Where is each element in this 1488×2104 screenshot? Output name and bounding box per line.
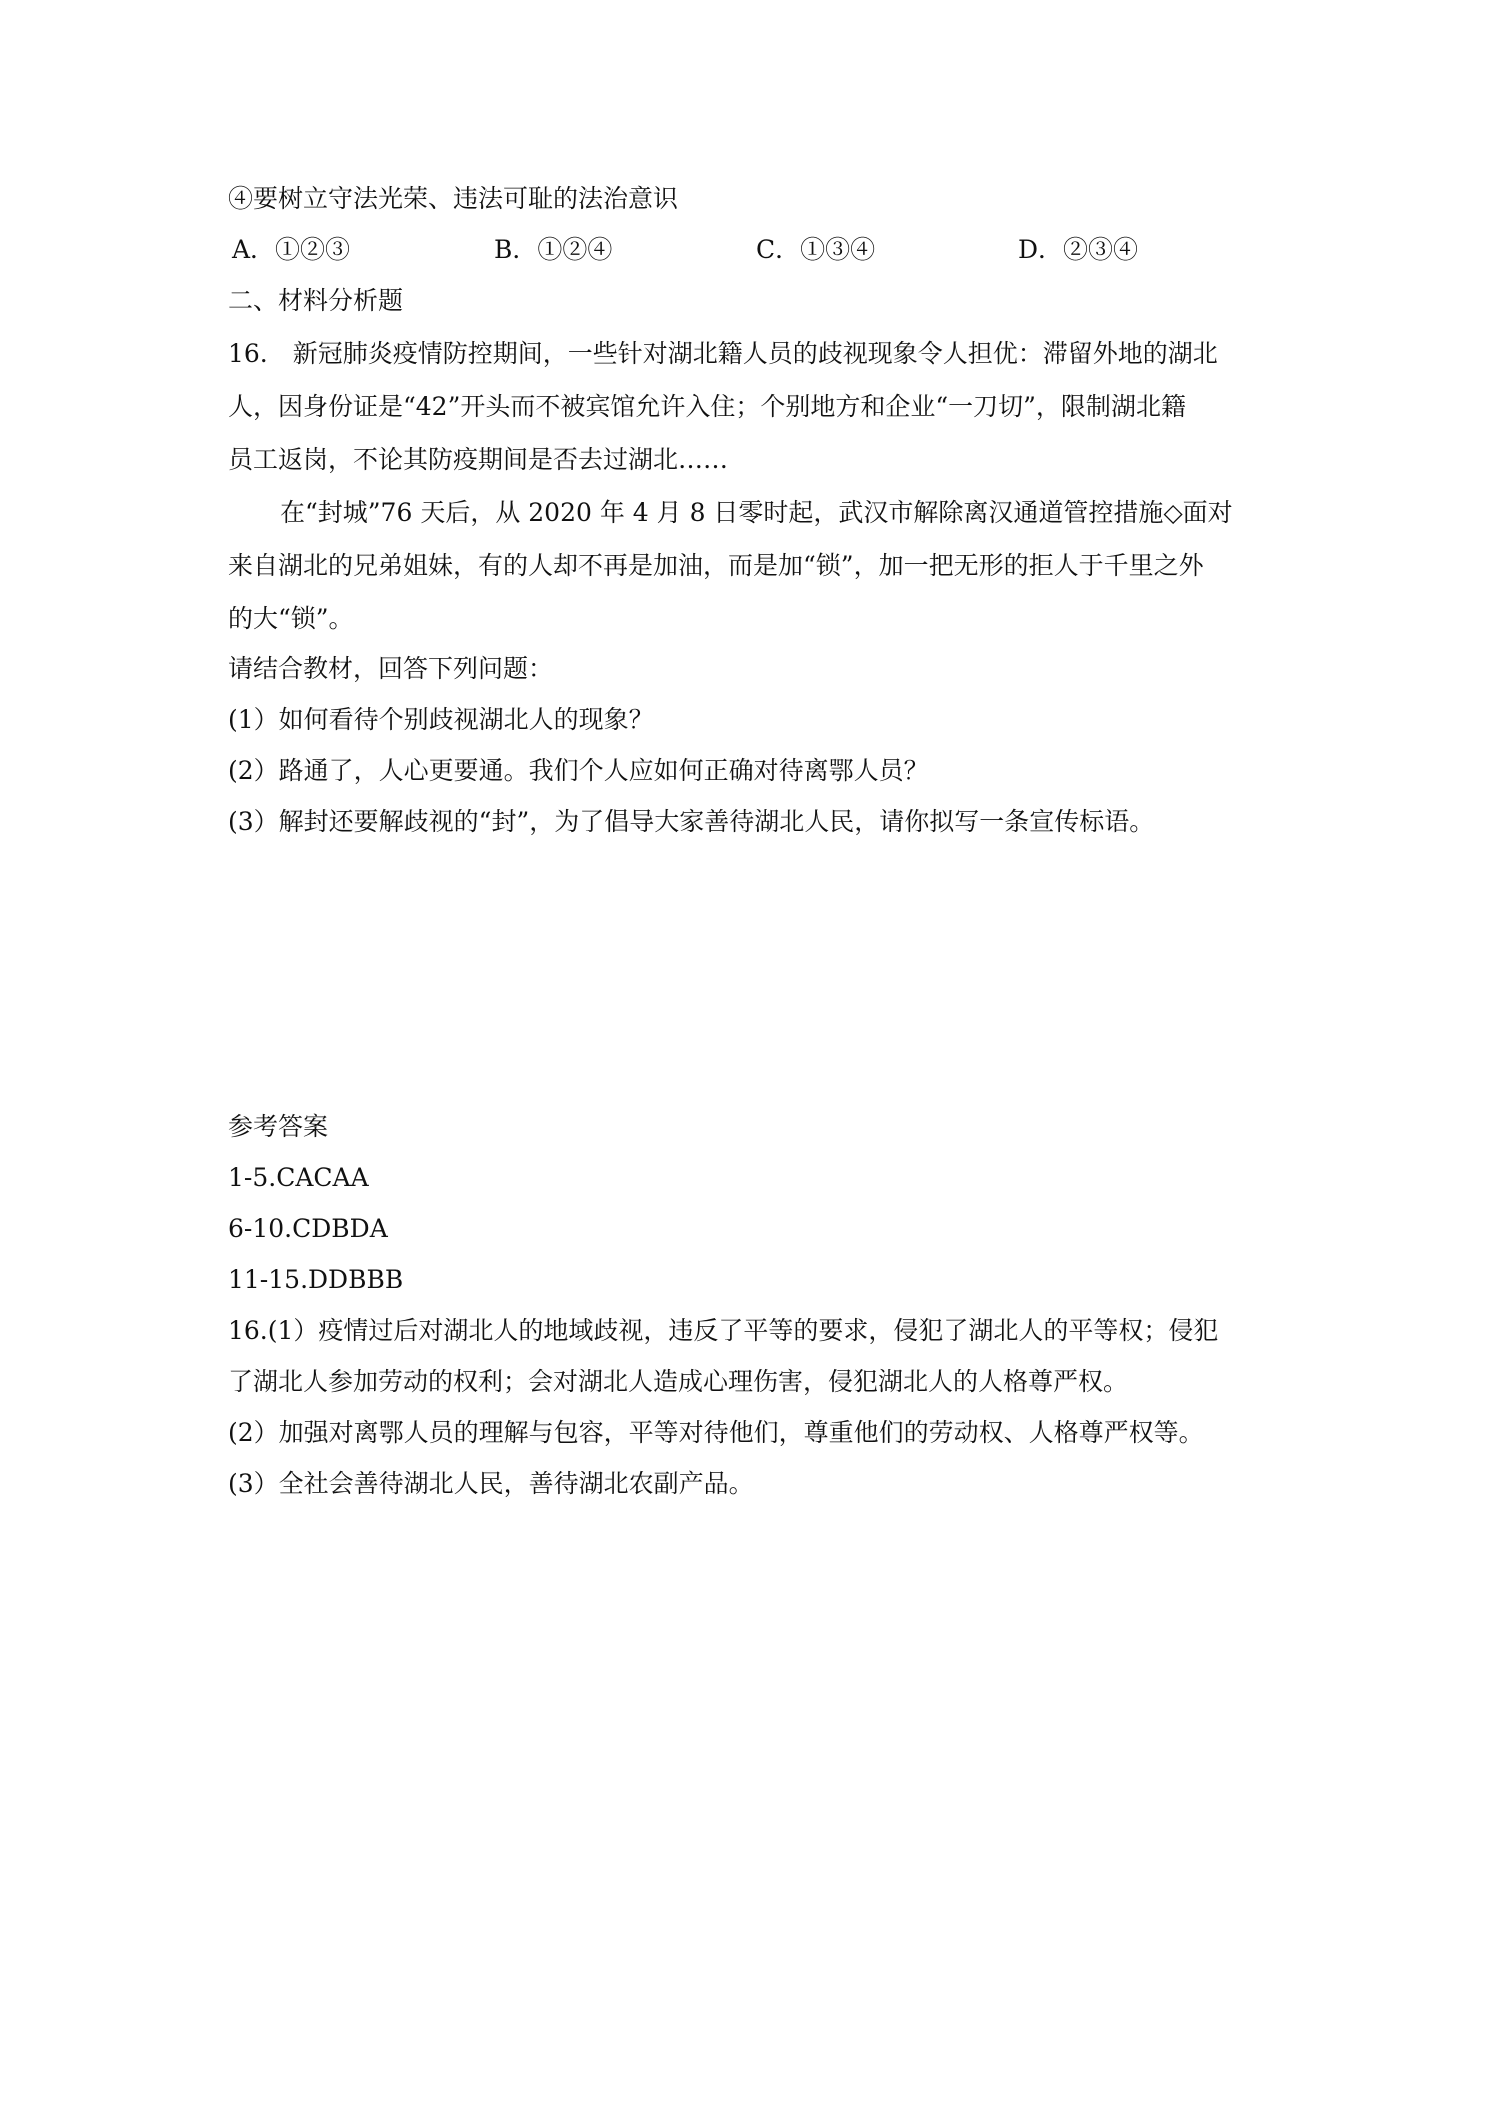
answer-16-line-4: (3）全社会善待湖北人民，善待湖北农副产品。 <box>228 1469 754 1498</box>
answers-heading: 参考答案 <box>228 1112 329 1141</box>
material-paragraph-2-line-1: 在“封城”76 天后，从 2020 年 4 月 8 日零时起，武汉市解除离汉通道管控措施◇面对 <box>280 498 1233 527</box>
material-paragraph-1-line-2: 人，因身份证是“42”开头而不被宾馆允许入住；个别地方和企业“一刀切”，限制湖北籍 <box>228 392 1186 421</box>
answer-16-line-1: 16.(1）疫情过后对湖北人的地域歧视，违反了平等的要求，侵犯了湖北人的平等权；侵犯 <box>228 1316 1219 1345</box>
option-c: C．①③④ <box>756 235 876 264</box>
sub-question-3: (3）解封还要解歧视的“封”，为了倡导大家善待湖北人民，请你拟写一条宣传标语。 <box>228 807 1155 836</box>
answer-16-line-3: (2）加强对离鄂人员的理解与包容，平等对待他们，尊重他们的劳动权、人格尊严权等。 <box>228 1418 1204 1447</box>
answer-16-line-2: 了湖北人参加劳动的权利；会对湖北人造成心理伤害，侵犯湖北人的人格尊严权。 <box>228 1367 1129 1396</box>
section-heading: 二、材料分析题 <box>228 286 404 315</box>
question-item-4: ④要树立守法光荣、违法可耻的法治意识 <box>228 184 679 213</box>
sub-question-2: (2）路通了，人心更要通。我们个人应如何正确对待离鄂人员？ <box>228 756 929 785</box>
sub-question-1: (1）如何看待个别歧视湖北人的现象？ <box>228 705 654 734</box>
option-a: A．①②③ <box>232 235 351 264</box>
answer-mc-6-10: 6-10.CDBDA <box>228 1214 388 1243</box>
material-paragraph-2-line-2: 来自湖北的兄弟姐妹，有的人却不再是加油，而是加“锁”，加一把无形的拒人于千里之外 <box>228 551 1204 580</box>
option-b: B．①②④ <box>494 235 613 264</box>
material-paragraph-2-line-3: 的大“锁”。 <box>228 604 354 633</box>
answer-mc-11-15: 11-15.DDBBB <box>228 1265 404 1294</box>
option-d: D．②③④ <box>1018 235 1139 264</box>
material-paragraph-1-line-3: 员工返岗，不论其防疫期间是否去过湖北…… <box>228 445 729 474</box>
question-prompt: 请结合教材，回答下列问题： <box>228 654 554 683</box>
material-paragraph-1-line-1: 16. 新冠肺炎疫情防控期间，一些针对湖北籍人员的歧视现象令人担优：滞留外地的湖北 <box>228 339 1218 368</box>
answer-mc-1-5: 1-5.CACAA <box>228 1163 369 1192</box>
